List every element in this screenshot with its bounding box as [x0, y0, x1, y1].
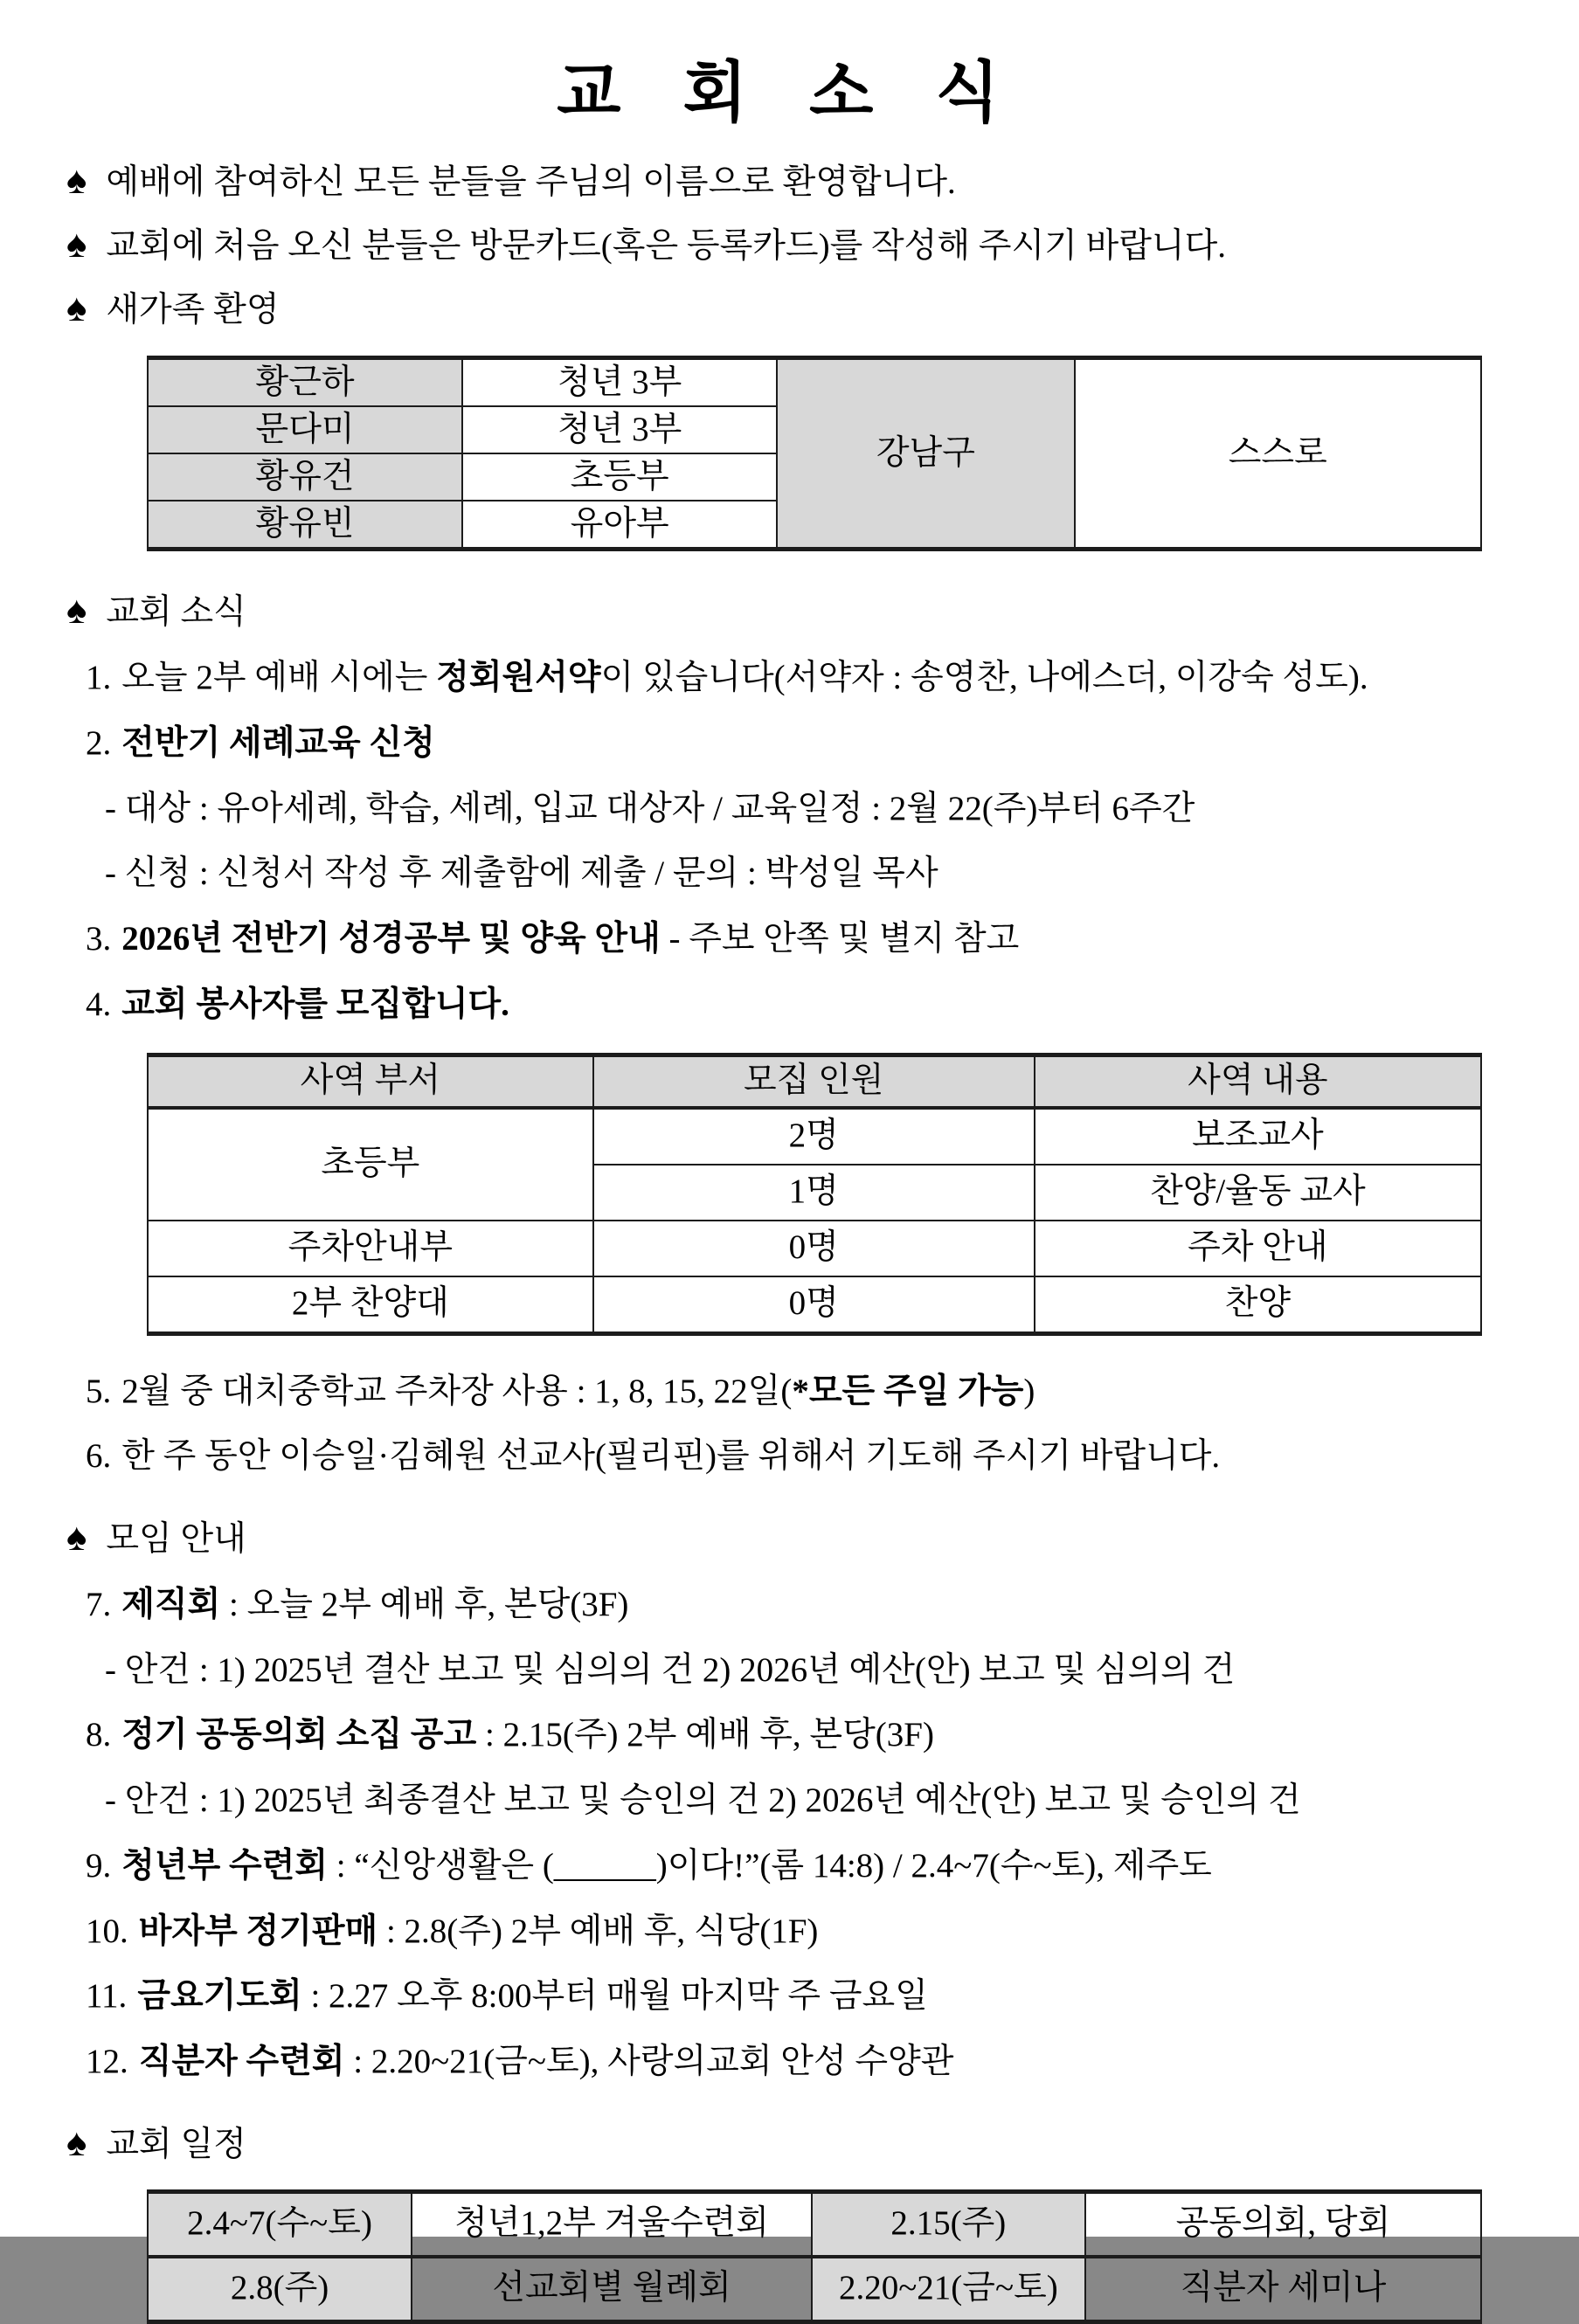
section-head-church-news-text: 교회 소식: [106, 593, 246, 632]
intro-bullet-visitor-card: [66, 222, 1525, 268]
item-number: 5.: [86, 1372, 112, 1410]
intro-bullet-welcome: [66, 159, 1525, 204]
recruit-role: 주차 안내: [1035, 1221, 1481, 1276]
section-head-new-family-text: 새가족 환영: [106, 290, 280, 329]
new-family-name: 문다미: [148, 406, 462, 453]
item-text: 한 주 동안 이승일·김혜원 선교사(필리핀)를 위해서 기도해 주시기 바랍니다.: [121, 1437, 1221, 1476]
recruit-count: 0명: [593, 1276, 1035, 1334]
new-family-name: 황유빈: [148, 501, 462, 550]
section-head-meetings: [66, 1518, 1525, 1561]
item-text: : 2.27 오후 8:00부터 매월 마지막 주 금요일: [301, 1977, 928, 2016]
item-number: 12.: [86, 2043, 128, 2080]
new-family-dept: 청년 3부: [462, 358, 777, 407]
recruit-count: 2명: [593, 1108, 1035, 1165]
table-row: [148, 358, 1481, 407]
item-number: 3.: [86, 920, 112, 958]
new-family-dept: 초등부: [462, 453, 777, 501]
news-item-2: [86, 723, 1525, 765]
recruit-count: 1명: [593, 1165, 1035, 1221]
section-head-new-family: [66, 286, 1525, 332]
item-text: 오늘 2부 예배 시에는: [121, 659, 437, 696]
schedule-date: 2.8(주): [148, 2257, 412, 2322]
item-text-bold: 2026년 전반기 성경공부 및 양육 안내: [121, 920, 661, 958]
item-number: 9.: [86, 1846, 112, 1885]
table-row: [148, 2191, 1481, 2257]
new-family-dept: 유아부: [462, 501, 777, 550]
news-item-4: [86, 984, 1525, 1027]
intro-bullet-welcome-text: 예배에 참여하신 모든 분들을 주님의 이름으로 환영합니다.: [106, 163, 956, 201]
new-family-table: [147, 356, 1482, 551]
spade-icon: ♠: [66, 1516, 87, 1559]
item-text-bold: 교회 봉사자를 모집합니다.: [121, 985, 509, 1023]
meeting-item-7-agenda: - 안건 : 1) 2025년 결산 보고 및 심의의 건 2) 2026년 예산(안) 보고 및 심의의 건: [105, 1650, 1236, 1689]
item-text-bold: 제직회: [121, 1585, 221, 1623]
new-family-district: 강남구: [777, 358, 1074, 550]
meeting-item-9: [86, 1845, 1525, 1888]
recruit-role: 찬양/율동 교사: [1035, 1165, 1481, 1221]
recruit-role: 찬양: [1035, 1276, 1481, 1334]
new-family-name: 황유건: [148, 453, 462, 501]
spade-icon: ♠: [66, 286, 87, 329]
new-family-name: 황근하: [148, 358, 462, 407]
schedule-event: 선교회별 월례회: [412, 2257, 812, 2322]
spade-icon: ♠: [66, 2120, 87, 2164]
recruit-role: 보조교사: [1035, 1108, 1481, 1165]
table-header-row: [148, 1055, 1481, 1108]
recruit-dept: 2부 찬양대: [148, 1276, 593, 1334]
meeting-item-7: [86, 1584, 1525, 1627]
schedule-event: 공동의회, 당회: [1085, 2191, 1481, 2257]
section-head-church-news: [66, 591, 1525, 634]
table-row: [148, 1221, 1481, 1276]
item-text-bold: 정회원서약: [436, 659, 601, 696]
news-item-1: [86, 657, 1525, 700]
news-item-2-sub-apply: - 신청 : 신청서 작성 후 제출함에 제출 / 문의 : 박성일 목사: [105, 854, 938, 893]
meeting-item-8: [86, 1714, 1525, 1757]
item-text-bold: 바자부 정기판매: [138, 1912, 378, 1950]
recruit-header-role: 사역 내용: [1035, 1055, 1481, 1108]
item-text: : 2.8(주) 2부 예배 후, 식당(1F): [377, 1912, 819, 1950]
news-item-3: [86, 918, 1525, 961]
spade-icon: ♠: [66, 589, 87, 633]
item-text: : 오늘 2부 예배 후, 본당(3F): [220, 1585, 629, 1623]
news-item-2-sub-target: - 대상 : 유아세례, 학습, 세례, 입교 대상자 / 교육일정 : 2월 22(주)부터 6주간: [105, 789, 1195, 827]
recruit-header-count: 모집 인원: [593, 1055, 1035, 1108]
item-number: 10.: [86, 1912, 128, 1950]
item-text-bold: 금요기도회: [137, 1977, 302, 2016]
item-number: 6.: [86, 1437, 112, 1476]
meeting-item-8-agenda: - 안건 : 1) 2025년 최종결산 보고 및 승인의 건 2) 2026년 예산(안) 보고 및 승인의 건: [105, 1781, 1301, 1819]
schedule-event: 직분자 세미나: [1085, 2257, 1481, 2322]
meeting-item-10: [86, 1911, 1525, 1954]
intro-bullet-visitor-card-text: 교회에 처음 오신 분들은 방문카드(혹은 등록카드)를 작성해 주시기 바랍니다.: [106, 226, 1226, 265]
item-text: - 주보 안쪽 및 별지 참고: [660, 920, 1020, 958]
item-text-bold: 직분자 수련회: [138, 2043, 345, 2080]
item-text: 2월 중 대치중학교 주차장 사용 : 1, 8, 15, 22일(: [121, 1372, 793, 1410]
schedule-date: 2.4~7(수~토): [148, 2191, 412, 2257]
meeting-item-12: [86, 2041, 1525, 2084]
schedule-date: 2.15(주): [812, 2191, 1085, 2257]
news-item-6: [86, 1435, 1525, 1478]
item-text: 이 있습니다(서약자 : 송영찬, 나에스더, 이강숙 성도).: [600, 659, 1368, 696]
new-family-route: 스스로: [1075, 358, 1481, 550]
new-family-dept: 청년 3부: [462, 406, 777, 453]
item-number: 7.: [86, 1585, 112, 1623]
item-number: 8.: [86, 1716, 112, 1754]
schedule-event: 청년1,2부 겨울수련회: [412, 2191, 812, 2257]
item-number: 11.: [86, 1977, 128, 2016]
recruit-dept: 주차안내부: [148, 1221, 593, 1276]
meeting-item-11: [86, 1975, 1525, 2018]
table-row: [148, 1276, 1481, 1334]
schedule-table: [147, 2189, 1482, 2324]
recruit-count: 0명: [593, 1221, 1035, 1276]
item-text-bold: *모든 주일 가능: [792, 1372, 1024, 1410]
table-row: [148, 1108, 1481, 1165]
spade-icon: ♠: [66, 159, 87, 202]
item-number: 4.: [86, 985, 112, 1023]
table-row: [148, 2257, 1481, 2322]
page-title: 교 회 소 식: [557, 57, 1022, 130]
section-head-schedule: [66, 2120, 1525, 2167]
item-text: : “신앙생활은 (______)이다!”(롬 14:8) / 2.4~7(수~토), 제주도: [328, 1846, 1212, 1885]
item-number: 2.: [86, 723, 112, 762]
item-number: 1.: [86, 659, 112, 696]
section-head-schedule-text: 교회 일정: [106, 2125, 246, 2163]
spade-icon: ♠: [66, 222, 87, 266]
item-text-bold: 전반기 세례교육 신청: [121, 723, 435, 762]
schedule-date: 2.20~21(금~토): [812, 2257, 1085, 2322]
volunteer-recruit-table: [147, 1053, 1482, 1336]
recruit-dept: 초등부: [148, 1108, 593, 1221]
recruit-header-dept: 사역 부서: [148, 1055, 593, 1108]
item-text: : 2.20~21(금~토), 사랑의교회 안성 수양관: [344, 2043, 954, 2080]
item-text: ): [1023, 1372, 1035, 1410]
item-text-bold: 정기 공동의회 소집 공고: [121, 1716, 477, 1754]
news-item-5: [86, 1371, 1525, 1414]
item-text: : 2.15(주) 2부 예배 후, 본당(3F): [476, 1716, 934, 1754]
section-head-meetings-text: 모임 안내: [106, 1520, 246, 1558]
item-text-bold: 청년부 수련회: [121, 1846, 329, 1885]
